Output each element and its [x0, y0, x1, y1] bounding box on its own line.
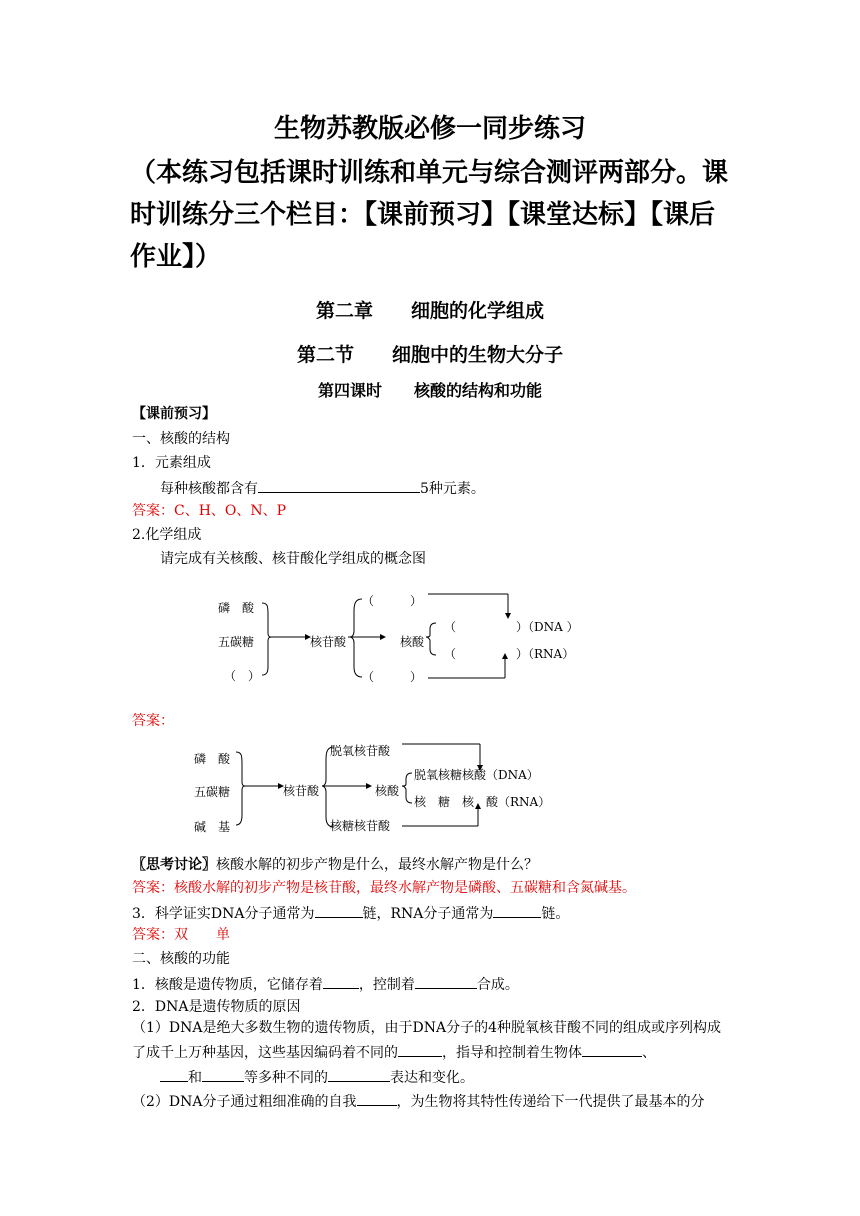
- map-ans-pentose: 五碳糖: [194, 785, 231, 799]
- map-ans-ribo-nucleotide: 核糖核苷酸: [330, 819, 391, 833]
- p2-a: （2）DNA分子通过粗细准确的自我: [132, 1094, 357, 1110]
- q1-answer: 答案：C、H、O、N、P: [132, 503, 287, 519]
- q3-answer: 答案：双 单: [132, 927, 230, 943]
- map-blank-top-blank: （ ）: [362, 594, 423, 608]
- page-title: 生物苏教版必修一同步练习: [273, 114, 586, 144]
- map-blank-nucleotide: 核苷酸: [310, 635, 347, 649]
- q1-post: 5种元素。: [420, 481, 485, 497]
- map-blank-pentose: 五碳糖: [218, 635, 255, 649]
- map-ans-arrowhead2: [366, 783, 372, 789]
- map-ans-base: 碱 基: [194, 820, 231, 834]
- p1-f: 表达和变化。: [390, 1070, 474, 1086]
- lesson-heading: 第四课时 核酸的结构和功能: [317, 381, 542, 400]
- p2-q1-text: [132, 974, 519, 994]
- map-blank-bottom-blank: （ ）: [362, 670, 423, 684]
- map-ans-dna: 脱氧核糖核酸（DNA）: [414, 768, 539, 782]
- answer-label: 答案：: [132, 713, 174, 729]
- map-ans-brace-left: [236, 752, 246, 825]
- q2-prompt: 请完成有关核酸、核苷酸化学组成的概念图: [160, 551, 426, 567]
- chapter-heading: 第二章 细胞的化学组成: [315, 300, 544, 322]
- discuss-line: [132, 856, 538, 874]
- section-heading: 第二节 细胞中的生物大分子: [296, 344, 563, 366]
- q1-heading: 1．元素组成: [132, 455, 211, 471]
- map-blank-arrowhead2: [380, 634, 386, 640]
- preview-header: 【课前预习】: [132, 406, 216, 422]
- p1-e: 等多种不同的: [244, 1070, 328, 1086]
- q3-mid: 链，RNA分子通常为: [362, 906, 494, 922]
- p2-q1-blank2: [415, 974, 477, 989]
- map-blank-nucleic: 核酸: [400, 635, 425, 649]
- p2-paragraph-1: [132, 1016, 732, 1091]
- q3-post: 链。: [541, 906, 570, 922]
- map-blank-top-head: [505, 613, 511, 619]
- map-blank-rna: （ ）（RNA）: [444, 647, 575, 661]
- concept-map-answer: [180, 735, 580, 837]
- p2-b: ，为生物将其特性传递给下一代提供了最基本的分: [396, 1094, 705, 1110]
- map-blank-dna: （ ）（DNA ）: [444, 620, 579, 634]
- q1-pre: 每种核酸都含有: [160, 481, 258, 497]
- discuss-question: 核酸水解的初步产物是什么，最终水解产物是什么？: [216, 857, 538, 873]
- p1-a: （1）DNA是绝大多数生物的遗传物质，由于DNA分子的4种脱氧核苷酸不同的组成或序列构成了成千上万种基因，这些基因编码着不同的: [132, 1020, 721, 1061]
- q3-text: [132, 903, 569, 923]
- p1-blank3: [160, 1067, 188, 1082]
- discuss-label: 〖思考讨论〗: [132, 857, 216, 873]
- map-blank-brace-right: [426, 623, 436, 655]
- p2-paragraph-2: [132, 1091, 705, 1111]
- p2-q1-blank1: [323, 974, 359, 989]
- q1-blank: [258, 478, 420, 493]
- p1-blank4: [202, 1067, 244, 1082]
- map-ans-brace-mid: [322, 747, 334, 827]
- p1-blank2: [582, 1042, 642, 1057]
- map-ans-nucleic: 核酸: [375, 784, 400, 798]
- p2-blank1: [357, 1091, 397, 1106]
- p2-q1-pre: 1．核酸是遗传物质，它储存着: [132, 977, 323, 993]
- map-ans-deoxy-nucleotide: 脱氧核苷酸: [330, 744, 391, 758]
- map-ans-nucleotide: 核苷酸: [283, 784, 320, 798]
- map-blank-brace-mid: [350, 599, 362, 677]
- map-blank-brace-left: [262, 603, 272, 675]
- p1-blank5: [328, 1067, 390, 1082]
- p1-b: ，指导和控制着生物体: [442, 1045, 582, 1061]
- q3-blank1: [315, 903, 363, 918]
- map-blank-base: （ ）: [224, 669, 261, 683]
- q3-blank2: [493, 903, 541, 918]
- q1-text: [160, 478, 485, 498]
- p2-q2-heading: 2．DNA是遗传物质的原因: [132, 999, 301, 1015]
- q2-heading: 2.化学组成: [132, 527, 202, 543]
- map-blank-phosphate: 磷 酸: [218, 601, 255, 615]
- map-ans-rna: 核 糖 核 酸（RNA）: [414, 795, 551, 809]
- p1-d: 和: [188, 1070, 202, 1086]
- p1-c: 、: [642, 1045, 656, 1061]
- q3-pre: 3．科学证实DNA分子通常为: [132, 906, 315, 922]
- p1-blank1: [398, 1042, 442, 1057]
- part2-heading: 二、核酸的功能: [132, 951, 230, 967]
- p2-q1-mid: ，控制着: [358, 977, 415, 993]
- part1-heading: 一、核酸的结构: [132, 431, 230, 447]
- p2-q1-post: 合成。: [476, 977, 519, 993]
- intro-note: （本练习包括课时训练和单元与综合测评两部分。课时训练分三个栏目：【课前预习】【课堂达标】【课后作业】）: [130, 158, 729, 272]
- map-ans-brace-right: [402, 773, 412, 803]
- discuss-answer: 答案：核酸水解的初步产物是核苷酸，最终水解产物是磷酸、五碳糖和含氮碱基。: [132, 880, 636, 896]
- concept-map-blank: [200, 585, 600, 690]
- map-ans-phosphate: 磷 酸: [194, 752, 231, 766]
